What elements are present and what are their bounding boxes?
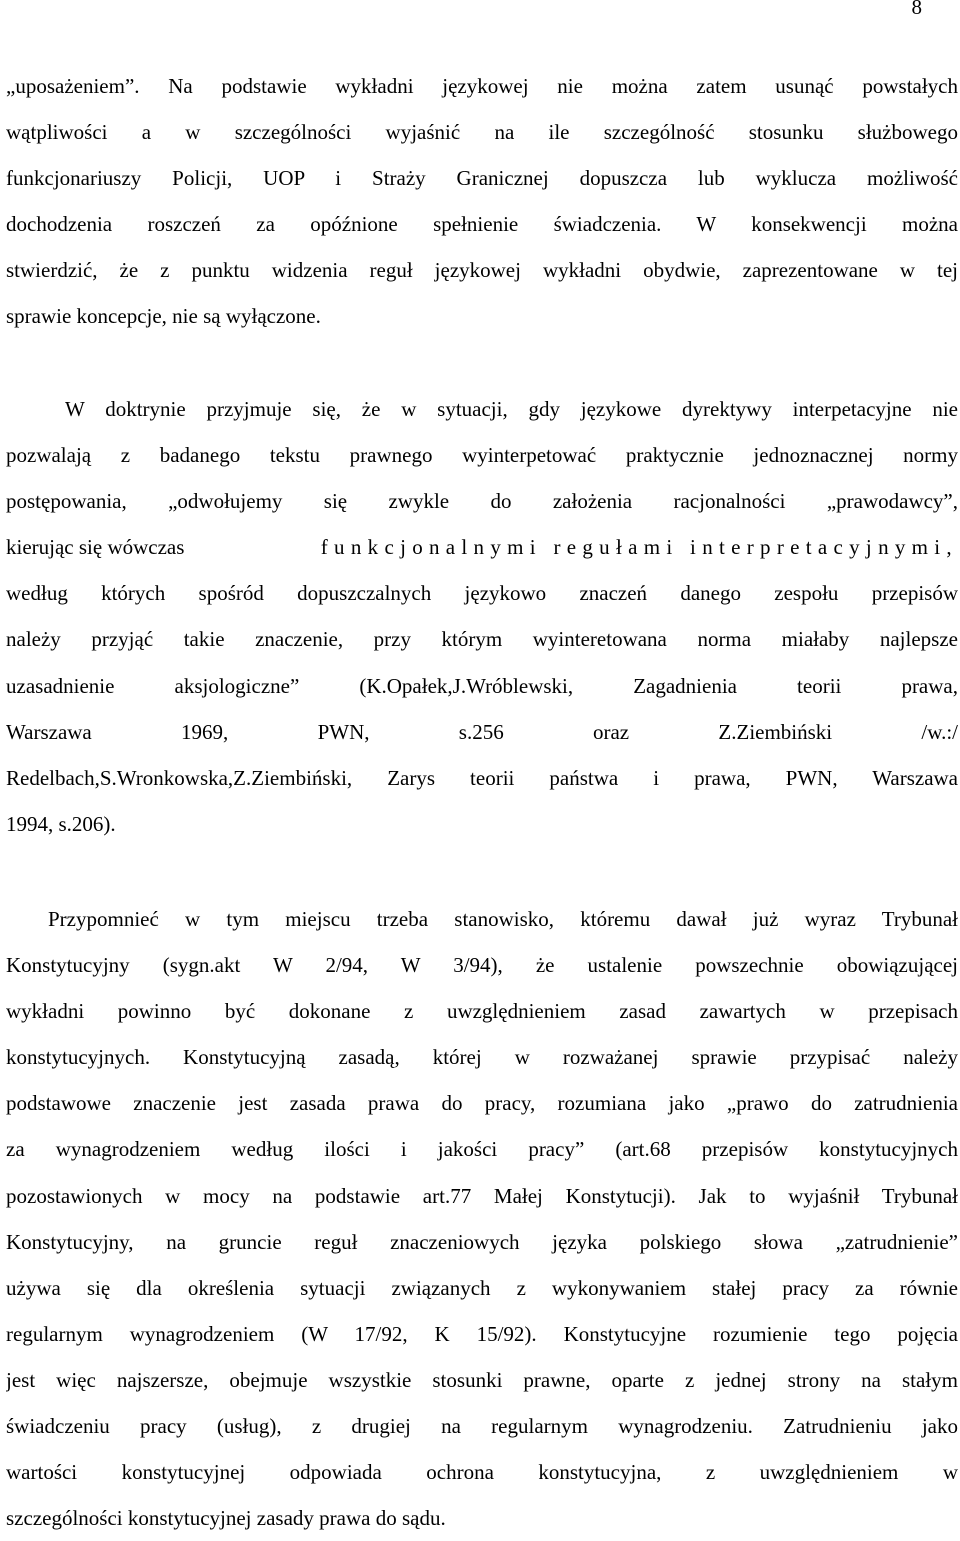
text-line: Konstytucyjny, na gruncie reguł znaczeniowych języka polskiego słowa „zatrudnienie” (6, 1229, 958, 1254)
text-line: Konstytucyjny (sygn.akt W 2/94, W 3/94), że ustalenie powszechnie obowiązującej (6, 953, 958, 978)
text-line: podstawowe znaczenie jest zasada prawa do pracy, rozumiana jako „prawo do zatrudnienia (6, 1091, 958, 1116)
text-run: kierując się wówczas (6, 535, 185, 560)
text-line: sprawie koncepcje, nie są wyłączone. (6, 304, 321, 329)
spaced-emphasis: funkcjonalnymi regułami interpretacyjnymi, (320, 535, 958, 560)
text-line: 1994, s.206). (6, 811, 116, 836)
text-line: stwierdzić, że z punktu widzenia reguł językowej wykładni obydwie, zaprezentowane w tej (6, 258, 958, 283)
text-line: dochodzenia roszczeń za opóźnione spełnienie świadczenia. W konsekwencji można (6, 212, 958, 237)
text-line: wartości konstytucyjnej odpowiada ochrona konstytucyjna, z uwzględnieniem w (6, 1460, 958, 1485)
text-line: „uposażeniem”. Na podstawie wykładni językowej nie można zatem usunąć powstałych (6, 74, 958, 98)
paragraph-1 (6, 63, 958, 340)
text-line: pozostawionych w mocy na podstawie art.77 Małej Konstytucji). Jak to wyjaśnił Trybunał (6, 1183, 958, 1208)
page-number: 8 (911, 0, 922, 19)
text-line: wykładni powinno być dokonane z uwzględnieniem zasad zawartych w przepisach (6, 999, 958, 1024)
text-line: konstytucyjnych. Konstytucyjną zasadą, której w rozważanej sprawie przypisać należy (6, 1045, 958, 1070)
text-line: używa się dla określenia sytuacji związanych z wykonywaniem stałej pracy za równie (6, 1275, 958, 1300)
text-line: uzasadnienie aksjologiczne” (K.Opałek,J.Wróblewski, Zagadnienia teorii prawa, (6, 673, 958, 698)
text-line: Warszawa 1969, PWN, s.256 oraz Z.Ziembiński /w.:/ (6, 719, 958, 744)
text-line: Przypomnieć w tym miejscu trzeba stanowisko, któremu dawał już wyraz Trybunał (48, 907, 958, 931)
paragraph-3 (6, 896, 958, 1541)
text-line: Redelbach,S.Wronkowska,Z.Ziembiński, Zarys teorii państwa i prawa, PWN, Warszawa (6, 765, 958, 790)
text-line: postępowania, „odwołujemy się zwykle do założenia racjonalności „prawodawcy”, (6, 489, 958, 514)
paragraph-2 (6, 386, 958, 847)
text-line: W doktrynie przyjmuje się, że w sytuacji, gdy językowe dyrektywy interpetacyjne nie (65, 397, 958, 421)
text-line: regularnym wynagrodzeniem (W 17/92, K 15/92). Konstytucyjne rozumienie tego pojęcia (6, 1321, 958, 1346)
text-line: świadczeniu pracy (usług), z drugiej na regularnym wynagrodzeniu. Zatrudnieniu jako (6, 1414, 958, 1439)
text-line: za wynagrodzeniem według ilości i jakości pracy” (art.68 przepisów konstytucyjnych (6, 1137, 958, 1162)
text-line: pozwalają z badanego tekstu prawnego wyinterpetować praktycznie jednoznacznej normy (6, 443, 958, 468)
text-line-with-spaced-emphasis (6, 524, 958, 570)
text-line: szczególności konstytucyjnej zasady prawa do sądu. (6, 1506, 446, 1531)
text-line: wątpliwości a w szczególności wyjaśnić na ile szczególność stosunku służbowego (6, 120, 958, 145)
text-line: według których spośród dopuszczalnych językowo znaczeń danego zespołu przepisów (6, 581, 958, 606)
text-line: należy przyjąć takie znaczenie, przy którym wyinteretowana norma miałaby najlepsze (6, 627, 958, 652)
text-line: funkcjonariuszy Policji, UOP i Straży Granicznej dopuszcza lub wyklucza możliwość (6, 166, 958, 191)
text-line: jest więc najszersze, obejmuje wszystkie stosunki prawne, oparte z jednej strony na stałym (6, 1367, 958, 1392)
